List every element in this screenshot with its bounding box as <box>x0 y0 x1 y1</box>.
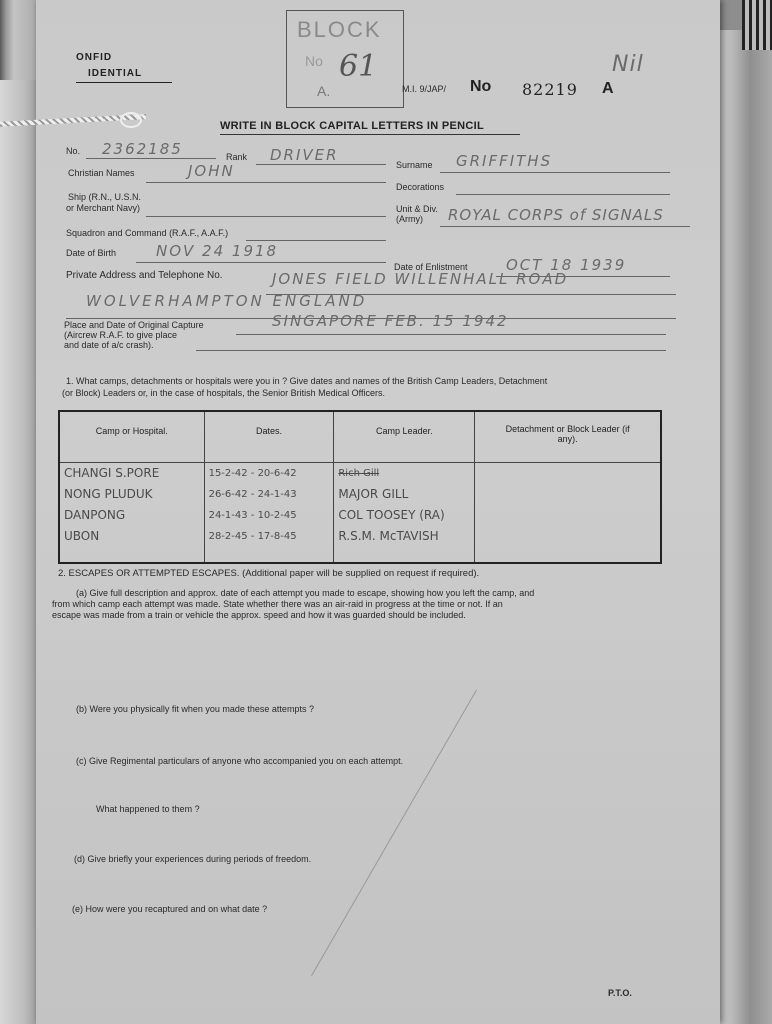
address-label: Private Address and Telephone No. <box>66 270 223 281</box>
christian-label: Christian Names <box>68 168 135 178</box>
instruction-heading: WRITE IN BLOCK CAPITAL LETTERS IN PENCIL <box>220 120 484 132</box>
stamp-letter: A. <box>317 83 331 99</box>
escapes-a-2: from which camp each attempt was made. State whether there was an air-raid in progress at the time or not. If an <box>52 599 503 609</box>
leader-3: COL TOOSEY (RA) <box>338 508 445 522</box>
camp-4: UBON <box>64 529 100 543</box>
decorations-label: Decorations <box>396 182 445 192</box>
dob-value: NOV 24 1918 <box>156 242 279 260</box>
capture-label-2: (Aircrew R.A.F. to give place <box>64 330 178 340</box>
header-leader: Camp Leader. <box>334 411 475 463</box>
dates-2: 26-6-42 - 24-1-43 <box>208 489 297 500</box>
header-camp: Camp or Hospital. <box>59 411 204 463</box>
form-no-label: No <box>470 78 492 95</box>
confidential-line1: ONFID <box>76 52 113 63</box>
stamp-no-label: No <box>305 53 323 69</box>
squadron-line <box>246 240 386 241</box>
leader-struck: Rich Gill <box>338 468 380 479</box>
leader-cell <box>334 463 475 564</box>
dates-3: 24-1-43 - 10-2-45 <box>208 510 297 521</box>
unit-label-2: (Army) <box>396 214 423 224</box>
block-stamp <box>286 10 404 108</box>
unit-line <box>440 226 690 227</box>
dates-cell <box>204 463 334 564</box>
form-suffix: A <box>602 80 614 97</box>
leader-4: R.S.M. McTAVISH <box>338 529 439 543</box>
surname-label: Surname <box>396 160 433 170</box>
decorations-line <box>456 194 670 195</box>
escapes-a-1: (a) Give full description and approx. date of each attempt you made to escape, showing how you left the camp, and <box>76 588 535 598</box>
address-value-2: WOLVERHAMPTON ENGLAND <box>86 292 368 310</box>
camp-1: CHANGI S.PORE <box>64 466 160 480</box>
capture-line <box>236 334 666 335</box>
question-e: (e) How were you recaptured and on what date ? <box>72 904 268 914</box>
detachment-cell <box>475 463 661 564</box>
unit-label: Unit & Div. <box>396 204 438 214</box>
camp-cell <box>59 463 204 564</box>
question-c: (c) Give Regimental particulars of anyone who accompanied you on each attempt. <box>76 756 404 766</box>
nil-note: Nil <box>612 52 644 77</box>
dates-4: 28-2-45 - 17-8-45 <box>208 531 297 542</box>
capture-value: SINGAPORE FEB. 15 1942 <box>272 312 509 330</box>
address-value: JONES FIELD WILLENHALL ROAD <box>272 270 569 288</box>
christian-line <box>146 182 386 183</box>
surname-value: GRIFFITHS <box>456 152 553 170</box>
no-label: No. <box>66 146 81 156</box>
camps-table <box>58 410 662 564</box>
dob-label: Date of Birth <box>66 248 117 258</box>
escapes-a-3: escape was made from a train or vehicle the approx. speed and how it was guarded should be included. <box>52 610 466 620</box>
question-d: (d) Give briefly your experiences during periods of freedom. <box>74 854 312 864</box>
diagonal-stroke <box>311 690 477 976</box>
leader-2: MAJOR GILL <box>338 487 409 501</box>
header-detachment: Detachment or Block Leader (if any). <box>475 411 661 463</box>
camp-2: NONG PLUDUK <box>64 487 153 501</box>
capture-line-2 <box>196 350 666 351</box>
squadron-label: Squadron and Command (R.A.F., A.A.F.) <box>66 228 229 238</box>
underlying-page-left <box>0 80 40 1024</box>
no-line <box>86 158 216 159</box>
surname-line <box>440 172 670 173</box>
escapes-title: 2. ESCAPES OR ATTEMPTED ESCAPES. (Additional paper will be supplied on request if required). <box>58 568 480 579</box>
camps-table-header <box>59 411 661 463</box>
window-grille <box>742 0 772 50</box>
camp-3: DANPONG <box>64 508 126 522</box>
question-1-line2: (or Block) Leaders or, in the case of hospitals, the Senior British Medical Officers. <box>62 388 385 398</box>
confidential-underline <box>76 82 172 83</box>
capture-label-3: and date of a/c crash). <box>64 340 154 350</box>
rank-line <box>256 164 386 165</box>
header-dates: Dates. <box>204 411 334 463</box>
pto-footer: P.T.O. <box>608 988 632 998</box>
christian-value: JOHN <box>188 162 235 180</box>
enlist-label: Date of Enlistment <box>394 262 468 272</box>
ship-label-2: or Merchant Navy) <box>66 203 141 213</box>
question-1: 1. What camps, detachments or hospitals were you in ? Give dates and names of the British Camp Leaders, Detachment <box>66 376 548 386</box>
ship-label: Ship (R.N., U.S.N. <box>68 192 142 202</box>
confidential-line2: IDENTIAL <box>88 68 143 79</box>
string-knot <box>120 112 142 128</box>
dob-line <box>136 262 386 263</box>
capture-label: Place and Date of Original Capture <box>64 320 204 330</box>
rank-value: DRIVER <box>270 146 339 164</box>
questionnaire-form <box>36 0 720 1024</box>
ship-line <box>146 216 386 217</box>
camps-table-body <box>59 463 661 564</box>
dates-1: 15-2-42 - 20-6-42 <box>208 468 297 479</box>
question-c-followup: What happened to them ? <box>96 804 200 814</box>
stamp-number: 61 <box>339 49 378 84</box>
enlist-value: OCT 18 1939 <box>506 256 627 274</box>
stamp-title: BLOCK <box>297 17 382 42</box>
form-code: M.I. 9/JAP/ <box>402 84 447 94</box>
question-b: (b) Were you physically fit when you made these attempts ? <box>76 704 314 714</box>
no-value: 2362185 <box>102 140 183 158</box>
form-serial: 82219 <box>522 80 578 99</box>
rank-label: Rank <box>226 152 248 162</box>
instruction-underline <box>220 134 520 135</box>
unit-value: ROYAL CORPS of SIGNALS <box>448 206 664 224</box>
